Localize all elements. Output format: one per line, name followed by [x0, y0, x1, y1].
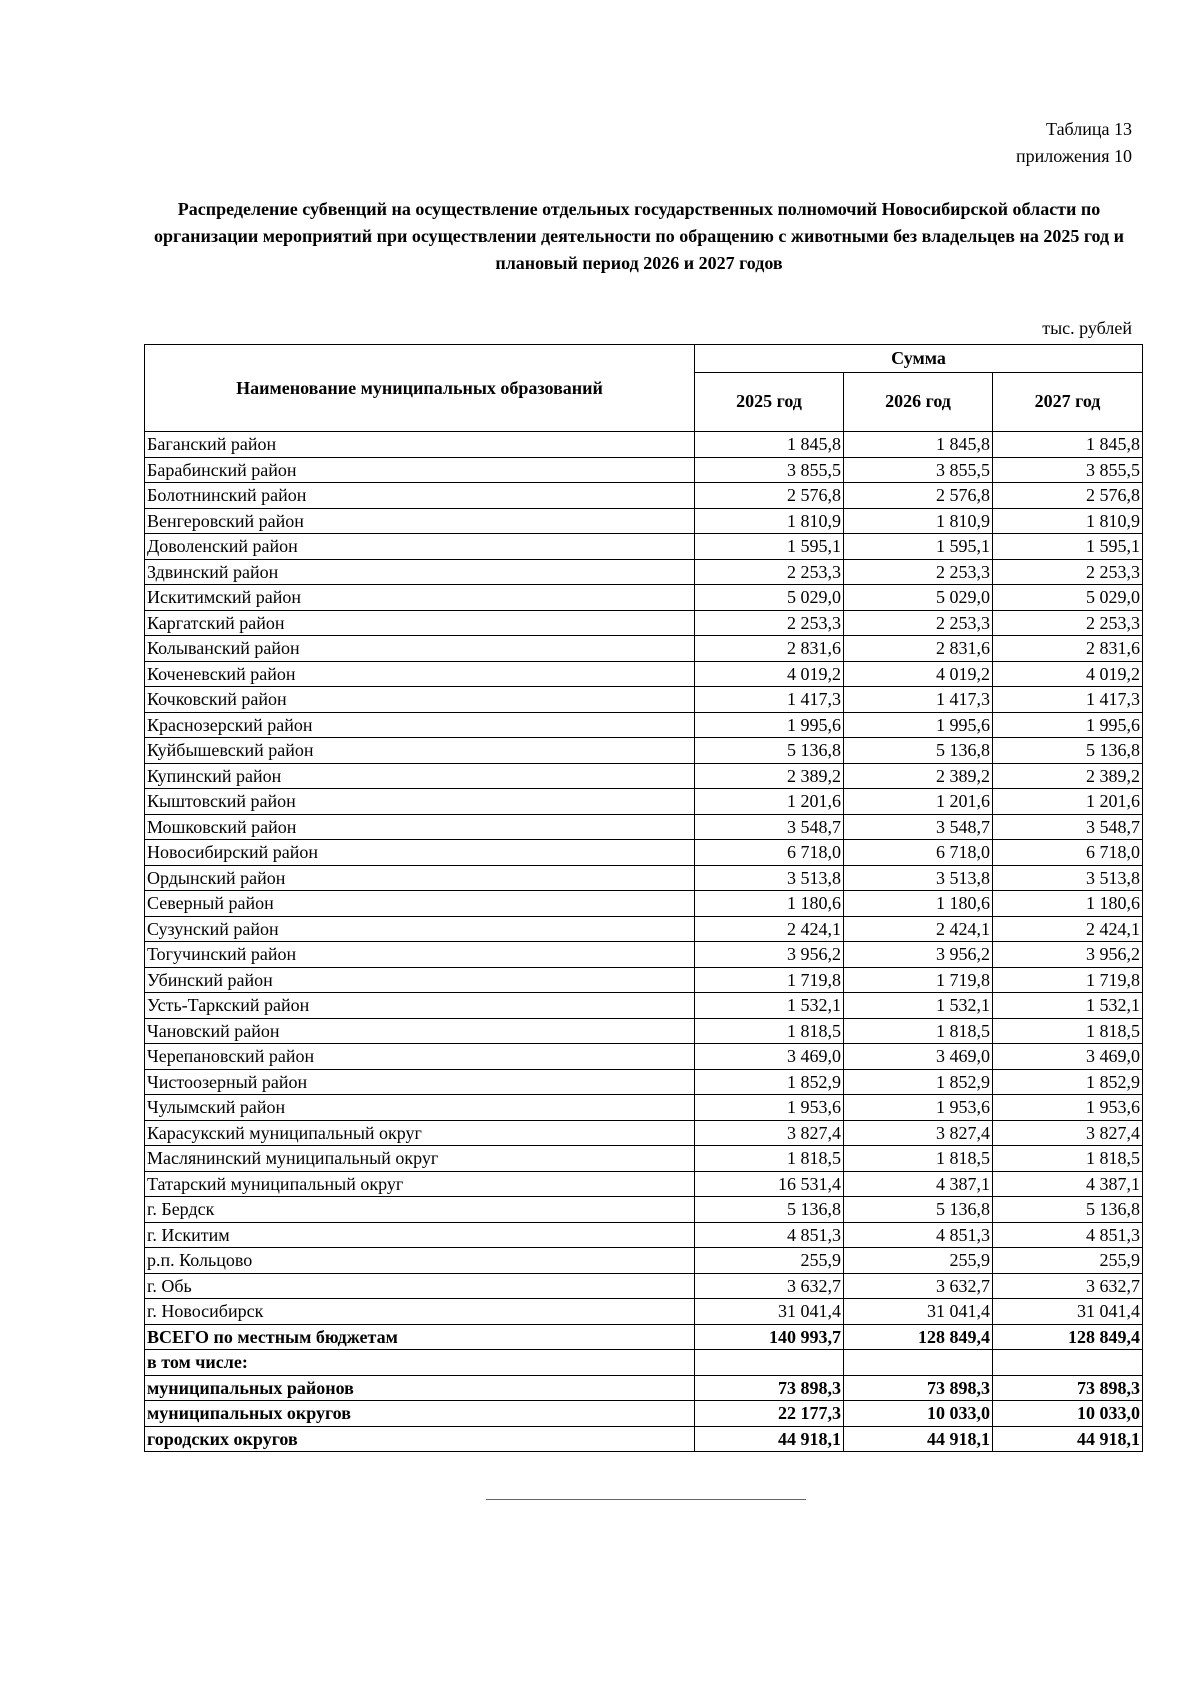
cell-2025: 1 818,5: [695, 1146, 844, 1172]
cell-2026: 5 136,8: [844, 738, 993, 764]
cell-2026: 1 201,6: [844, 789, 993, 815]
cell-2026: 2 253,3: [844, 559, 993, 585]
table-row: [145, 661, 1143, 687]
cell-name: Барабинский район: [145, 457, 695, 483]
cell-2026: 1 417,3: [844, 687, 993, 713]
cell-2027: 3 632,7: [993, 1273, 1143, 1299]
cell-name: Доволенский район: [145, 534, 695, 560]
cell-2027: 3 855,5: [993, 457, 1143, 483]
document-title: Распределение субвенций на осуществление отдельных государственных полномочий Новосибирской области по организации мероприятий при осуществлении деятельности по обращению с животными без владельцев на 2025 год и плановый период 2026 и 2027 годов: [153, 199, 1125, 273]
cell-2025: 2 831,6: [695, 636, 844, 662]
cell-2026: 2 831,6: [844, 636, 993, 662]
total-row: [145, 1401, 1143, 1427]
cell-2025: 2 424,1: [695, 916, 844, 942]
cell-2026: 44 918,1: [844, 1426, 993, 1452]
cell-2027: 73 898,3: [993, 1375, 1143, 1401]
cell-2025: 1 201,6: [695, 789, 844, 815]
cell-2027: 1 818,5: [993, 1146, 1143, 1172]
cell-2025: 4 019,2: [695, 661, 844, 687]
table-row: [145, 763, 1143, 789]
cell-2026: 4 019,2: [844, 661, 993, 687]
cell-2025: [695, 1350, 844, 1376]
cell-name: Чистоозерный район: [145, 1069, 695, 1095]
cell-2026: 3 548,7: [844, 814, 993, 840]
cell-2027: 2 389,2: [993, 763, 1143, 789]
cell-2026: 1 995,6: [844, 712, 993, 738]
cell-2025: 4 851,3: [695, 1222, 844, 1248]
cell-2025: 5 136,8: [695, 738, 844, 764]
cell-2026: 1 595,1: [844, 534, 993, 560]
appendix-reference: [1016, 116, 1132, 170]
table-row: [145, 457, 1143, 483]
table-row: [145, 738, 1143, 764]
table-row: [145, 1171, 1143, 1197]
cell-2026: 2 389,2: [844, 763, 993, 789]
cell-2025: 1 953,6: [695, 1095, 844, 1121]
cell-2027: 3 469,0: [993, 1044, 1143, 1070]
cell-name: Усть-Таркский район: [145, 993, 695, 1019]
cell-name: Венгеровский район: [145, 508, 695, 534]
cell-name: Маслянинский муниципальный округ: [145, 1146, 695, 1172]
cell-2025: 6 718,0: [695, 840, 844, 866]
cell-2027: 5 029,0: [993, 585, 1143, 611]
table-row: [145, 636, 1143, 662]
cell-2027: 1 595,1: [993, 534, 1143, 560]
cell-2027: [993, 1350, 1143, 1376]
cell-2026: 3 469,0: [844, 1044, 993, 1070]
cell-2025: 3 855,5: [695, 457, 844, 483]
cell-2027: 1 719,8: [993, 967, 1143, 993]
cell-2025: 1 818,5: [695, 1018, 844, 1044]
cell-2026: 1 532,1: [844, 993, 993, 1019]
cell-name: Черепановский район: [145, 1044, 695, 1070]
table-row: [145, 508, 1143, 534]
table-row: [145, 432, 1143, 458]
cell-2025: 5 029,0: [695, 585, 844, 611]
table-row: [145, 942, 1143, 968]
cell-2027: 1 852,9: [993, 1069, 1143, 1095]
cell-2026: 3 632,7: [844, 1273, 993, 1299]
cell-2027: 128 849,4: [993, 1324, 1143, 1350]
cell-2027: 1 810,9: [993, 508, 1143, 534]
table-row: [145, 1273, 1143, 1299]
units-label: тыс. рублей: [1042, 318, 1132, 338]
total-row: [145, 1350, 1143, 1376]
cell-name: ВСЕГО по местным бюджетам: [145, 1324, 695, 1350]
cell-2027: 3 827,4: [993, 1120, 1143, 1146]
cell-name: Сузунский район: [145, 916, 695, 942]
cell-2027: 2 424,1: [993, 916, 1143, 942]
column-header-sum: Сумма: [695, 345, 1143, 373]
table-row: [145, 891, 1143, 917]
cell-2025: 1 810,9: [695, 508, 844, 534]
cell-name: Новосибирский район: [145, 840, 695, 866]
cell-2027: 10 033,0: [993, 1401, 1143, 1427]
table-row: [145, 610, 1143, 636]
cell-2025: 1 995,6: [695, 712, 844, 738]
cell-2026: 3 956,2: [844, 942, 993, 968]
cell-name: г. Искитим: [145, 1222, 695, 1248]
cell-2025: 3 513,8: [695, 865, 844, 891]
cell-name: Баганский район: [145, 432, 695, 458]
cell-2025: 1 595,1: [695, 534, 844, 560]
cell-2025: 2 576,8: [695, 483, 844, 509]
cell-2027: 1 201,6: [993, 789, 1143, 815]
column-header-2026: 2026 год: [844, 372, 993, 431]
cell-name: р.п. Кольцово: [145, 1248, 695, 1274]
cell-2027: 4 387,1: [993, 1171, 1143, 1197]
cell-2025: 2 253,3: [695, 559, 844, 585]
cell-2025: 1 417,3: [695, 687, 844, 713]
cell-2027: 1 995,6: [993, 712, 1143, 738]
cell-name: Чановский район: [145, 1018, 695, 1044]
cell-2027: 6 718,0: [993, 840, 1143, 866]
cell-2026: 1 818,5: [844, 1146, 993, 1172]
cell-2026: 5 029,0: [844, 585, 993, 611]
cell-2025: 1 719,8: [695, 967, 844, 993]
cell-2025: 1 180,6: [695, 891, 844, 917]
cell-2026: 4 387,1: [844, 1171, 993, 1197]
cell-2027: 2 253,3: [993, 559, 1143, 585]
cell-name: г. Новосибирск: [145, 1299, 695, 1325]
cell-2027: 4 851,3: [993, 1222, 1143, 1248]
total-row: [145, 1375, 1143, 1401]
cell-2025: 22 177,3: [695, 1401, 844, 1427]
cell-2025: 3 632,7: [695, 1273, 844, 1299]
cell-name: г. Обь: [145, 1273, 695, 1299]
cell-2027: 1 953,6: [993, 1095, 1143, 1121]
cell-name: Карасукский муниципальный округ: [145, 1120, 695, 1146]
table-row: [145, 1222, 1143, 1248]
column-header-name: Наименование муниципальных образований: [145, 345, 695, 432]
table-row: [145, 1299, 1143, 1325]
table-row: [145, 687, 1143, 713]
table-row: [145, 1120, 1143, 1146]
cell-2025: 140 993,7: [695, 1324, 844, 1350]
cell-2027: 2 576,8: [993, 483, 1143, 509]
table-number: Таблица 13: [1046, 119, 1132, 139]
subvention-table: [144, 344, 1143, 1452]
cell-name: Болотнинский район: [145, 483, 695, 509]
table-row: [145, 814, 1143, 840]
cell-2025: 3 956,2: [695, 942, 844, 968]
cell-2025: 16 531,4: [695, 1171, 844, 1197]
cell-2026: 5 136,8: [844, 1197, 993, 1223]
cell-name: Колыванский район: [145, 636, 695, 662]
cell-2026: 1 845,8: [844, 432, 993, 458]
table-row: [145, 967, 1143, 993]
table-row: [145, 1044, 1143, 1070]
cell-2027: 44 918,1: [993, 1426, 1143, 1452]
table-row: [145, 483, 1143, 509]
cell-2025: 3 548,7: [695, 814, 844, 840]
cell-2026: 1 852,9: [844, 1069, 993, 1095]
cell-2026: 1 818,5: [844, 1018, 993, 1044]
column-header-2025: 2025 год: [695, 372, 844, 431]
cell-2027: 2 253,3: [993, 610, 1143, 636]
cell-name: Тогучинский район: [145, 942, 695, 968]
table-body: [145, 432, 1143, 1452]
cell-2027: 1 180,6: [993, 891, 1143, 917]
cell-name: Искитимский район: [145, 585, 695, 611]
table-row: [145, 916, 1143, 942]
cell-2027: 3 513,8: [993, 865, 1143, 891]
cell-2027: 1 532,1: [993, 993, 1143, 1019]
cell-name: Северный район: [145, 891, 695, 917]
cell-2026: [844, 1350, 993, 1376]
cell-2025: 44 918,1: [695, 1426, 844, 1452]
cell-name: городских округов: [145, 1426, 695, 1452]
cell-name: Убинский район: [145, 967, 695, 993]
cell-name: в том числе:: [145, 1350, 695, 1376]
cell-name: Татарский муниципальный округ: [145, 1171, 695, 1197]
cell-2027: 2 831,6: [993, 636, 1143, 662]
cell-2026: 1 810,9: [844, 508, 993, 534]
cell-name: Чулымский район: [145, 1095, 695, 1121]
cell-2027: 1 417,3: [993, 687, 1143, 713]
cell-2025: 31 041,4: [695, 1299, 844, 1325]
cell-2026: 255,9: [844, 1248, 993, 1274]
cell-name: Купинский район: [145, 763, 695, 789]
cell-2027: 3 956,2: [993, 942, 1143, 968]
cell-2026: 3 513,8: [844, 865, 993, 891]
cell-2026: 1 953,6: [844, 1095, 993, 1121]
cell-name: муниципальных округов: [145, 1401, 695, 1427]
cell-name: муниципальных районов: [145, 1375, 695, 1401]
cell-2026: 2 576,8: [844, 483, 993, 509]
cell-2025: 1 852,9: [695, 1069, 844, 1095]
cell-2025: 1 532,1: [695, 993, 844, 1019]
cell-2027: 1 818,5: [993, 1018, 1143, 1044]
cell-2025: 5 136,8: [695, 1197, 844, 1223]
cell-2026: 4 851,3: [844, 1222, 993, 1248]
cell-2027: 31 041,4: [993, 1299, 1143, 1325]
cell-2026: 2 424,1: [844, 916, 993, 942]
cell-2027: 255,9: [993, 1248, 1143, 1274]
table-row: [145, 1197, 1143, 1223]
table-row: [145, 1018, 1143, 1044]
table-row: [145, 789, 1143, 815]
cell-2026: 73 898,3: [844, 1375, 993, 1401]
table-row: [145, 865, 1143, 891]
cell-name: Здвинский район: [145, 559, 695, 585]
total-row: [145, 1426, 1143, 1452]
table-row: [145, 993, 1143, 1019]
cell-name: Мошковский район: [145, 814, 695, 840]
cell-2025: 3 827,4: [695, 1120, 844, 1146]
cell-2027: 5 136,8: [993, 1197, 1143, 1223]
cell-2025: 2 389,2: [695, 763, 844, 789]
table-row: [145, 840, 1143, 866]
cell-name: Каргатский район: [145, 610, 695, 636]
cell-2025: 1 845,8: [695, 432, 844, 458]
cell-name: Краснозерский район: [145, 712, 695, 738]
cell-2026: 1 719,8: [844, 967, 993, 993]
cell-2025: 255,9: [695, 1248, 844, 1274]
cell-2026: 3 827,4: [844, 1120, 993, 1146]
table-row: [145, 1248, 1143, 1274]
cell-name: Ордынский район: [145, 865, 695, 891]
table-row: [145, 1146, 1143, 1172]
cell-name: г. Бердск: [145, 1197, 695, 1223]
cell-2025: 73 898,3: [695, 1375, 844, 1401]
cell-name: Кочковский район: [145, 687, 695, 713]
cell-2027: 4 019,2: [993, 661, 1143, 687]
cell-2025: 3 469,0: [695, 1044, 844, 1070]
cell-2026: 2 253,3: [844, 610, 993, 636]
table-row: [145, 534, 1143, 560]
cell-2026: 6 718,0: [844, 840, 993, 866]
table-row: [145, 1069, 1143, 1095]
end-separator-line: [486, 1499, 806, 1500]
table-row: [145, 712, 1143, 738]
cell-2027: 5 136,8: [993, 738, 1143, 764]
cell-2027: 3 548,7: [993, 814, 1143, 840]
cell-2026: 128 849,4: [844, 1324, 993, 1350]
appendix-number: приложения 10: [1015, 146, 1132, 166]
cell-name: Кыштовский район: [145, 789, 695, 815]
cell-2026: 1 180,6: [844, 891, 993, 917]
cell-2026: 10 033,0: [844, 1401, 993, 1427]
table-row: [145, 559, 1143, 585]
cell-name: Коченевский район: [145, 661, 695, 687]
total-row: [145, 1324, 1143, 1350]
table-row: [145, 1095, 1143, 1121]
cell-2026: 31 041,4: [844, 1299, 993, 1325]
cell-name: Куйбышевский район: [145, 738, 695, 764]
column-header-2027: 2027 год: [993, 372, 1143, 431]
cell-2027: 1 845,8: [993, 432, 1143, 458]
cell-2026: 3 855,5: [844, 457, 993, 483]
table-row: [145, 585, 1143, 611]
cell-2025: 2 253,3: [695, 610, 844, 636]
